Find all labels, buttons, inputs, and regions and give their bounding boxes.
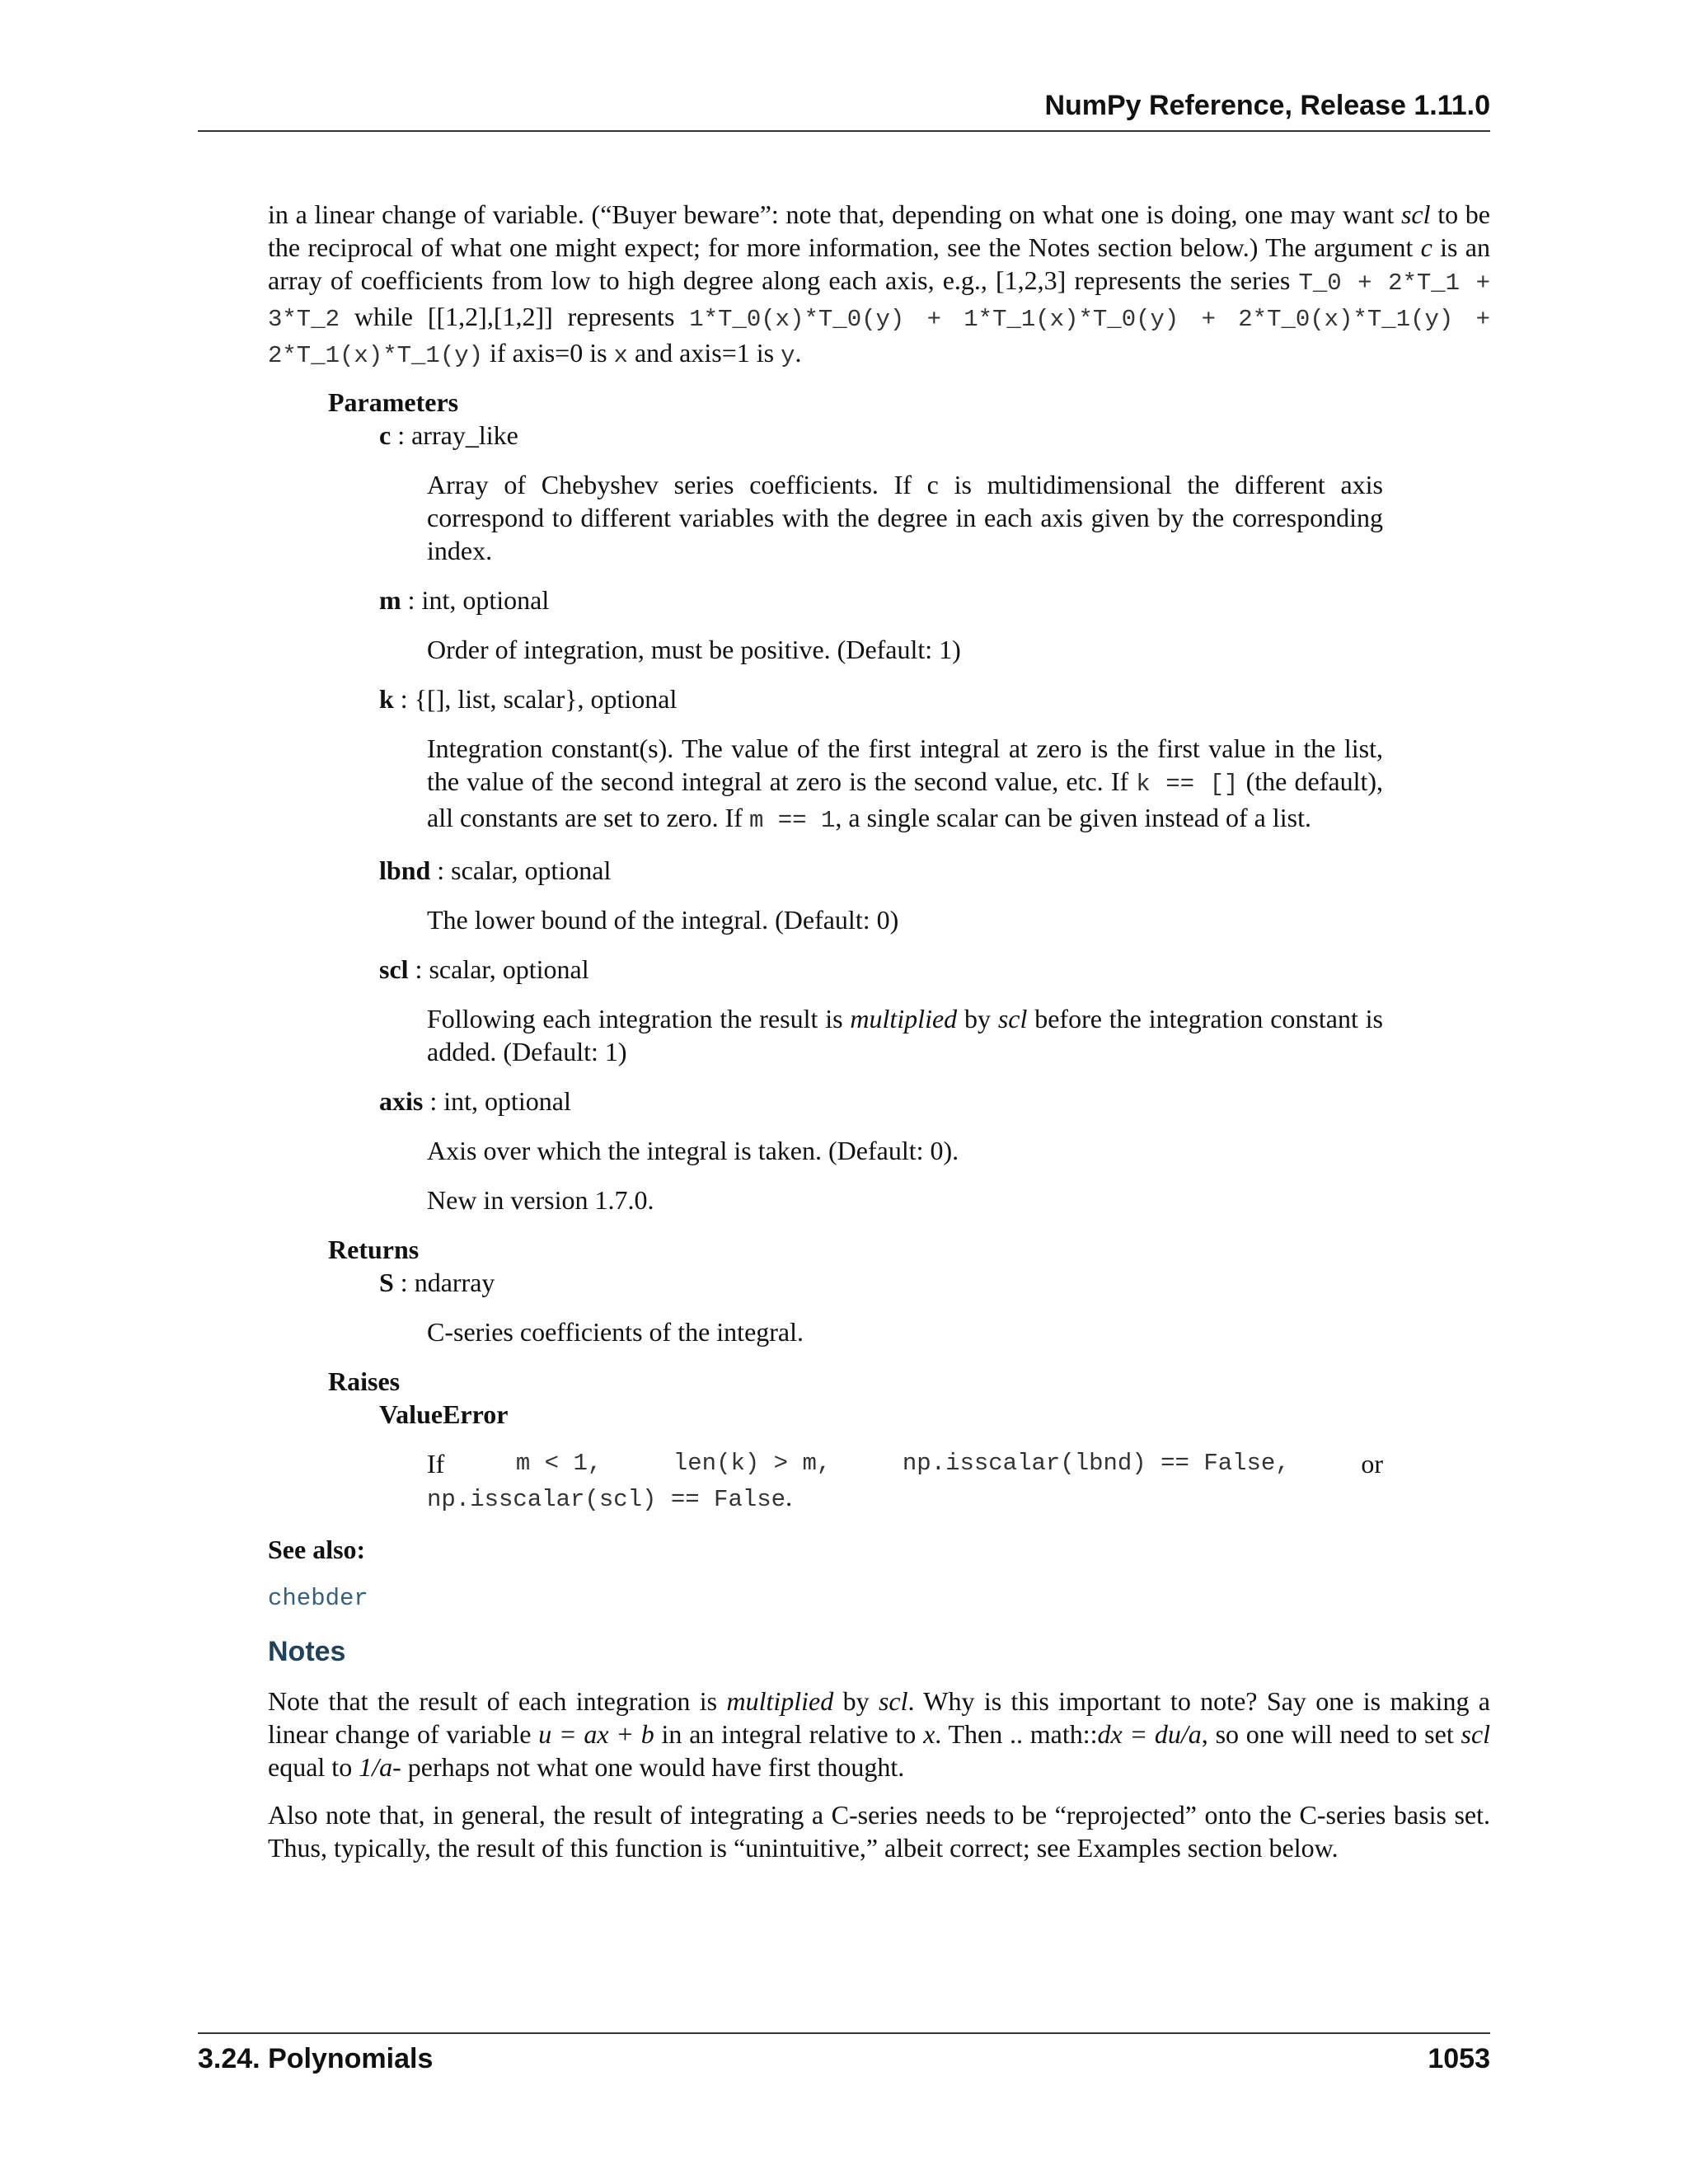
param-c: c : array_like Array of Chebyshev series coefficients. If c is multidimensional the different axis correspond to different variables with the degree in each axis given by the corresponding index. bbox=[379, 420, 1383, 565]
version-note: New in version 1.7.0. bbox=[427, 1185, 654, 1215]
param-lbnd: lbnd : scalar, optional The lower bound of the integral. (Default: 0) bbox=[379, 855, 899, 935]
intro-paragraph: in a linear change of variable. (“Buyer beware”: note that, depending on what one is doing, one may want scl to be the reciprocal of what one might expect; for more information, see the Notes section below.) The argument c is an array of coefficients from low to high degree along each axis, e.g., [1,2,3] represents the series T_0 + 2*T_1 + 3*T_2 while [[1,2],[1,2]] represents 1*T_0(x)*T_0(y) + 1*T_1(x)*T_0(y) + 2*T_0(x)*T_1(y) + 2*T_1(x)*T_1(y) if axis=0 is x and axis=1 is y. bbox=[268, 199, 1491, 369]
notes-heading: Notes bbox=[268, 1636, 346, 1667]
param-axis: axis : int, optional Axis over which the integral is taken. (Default: 0). New in version 1.7.0. bbox=[379, 1085, 1490, 1216]
raises-heading: Raises bbox=[328, 1366, 401, 1396]
return-s: S : ndarray C-series coefficients of the integral. bbox=[379, 1268, 804, 1347]
see-also-heading: See also: bbox=[268, 1535, 366, 1564]
page-body bbox=[268, 198, 1490, 1864]
parameters-section bbox=[328, 386, 1490, 1516]
raise-valueerror: ValueError If m < 1, len(k) > m, np.isscalar(lbnd) == False, or np.isscalar(scl) == False. bbox=[379, 1399, 1383, 1513]
returns-heading: Returns bbox=[328, 1235, 420, 1264]
notes-paragraph-1: Note that the result of each integration is multiplied by scl. Why is this important to note? Say one is making a linear change of variable u = ax + b in an integral relative to x. Then .. math::dx = du/a, so one will need to set scl equal to 1/a- perhaps not what one would have first thought. bbox=[268, 1686, 1491, 1782]
footer-section: 3.24. Polynomials bbox=[198, 2043, 434, 2074]
page-number: 1053 bbox=[1428, 2043, 1490, 2074]
running-header bbox=[198, 89, 1490, 132]
param-scl: scl : scalar, optional Following each integration the result is multiplied by scl before the integration constant is added. (Default: 1) bbox=[379, 954, 1384, 1066]
param-k: k : {[], list, scalar}, optional Integration constant(s). The value of the first integral at zero is the first value in the list, the value of the second integral at zero is the second value, etc. If k == [] (the default), all constants are set to zero. If m == 1, a single scalar can be given instead of a list. bbox=[379, 684, 1384, 834]
chebder-link[interactable]: chebder bbox=[268, 1585, 368, 1612]
notes-paragraph-2: Also note that, in general, the result of integrating a C-series needs to be “reprojected” onto the C-series basis set. Thus, typically, the result of this function is “unintuitive,” albeit correct; see Examples section below. bbox=[268, 1800, 1490, 1863]
running-footer bbox=[198, 2032, 1490, 2075]
header-title: NumPy Reference, Release 1.11.0 bbox=[1044, 90, 1490, 121]
param-m: m : int, optional Order of integration, must be positive. (Default: 1) bbox=[379, 585, 961, 664]
parameters-heading: Parameters bbox=[328, 387, 459, 417]
